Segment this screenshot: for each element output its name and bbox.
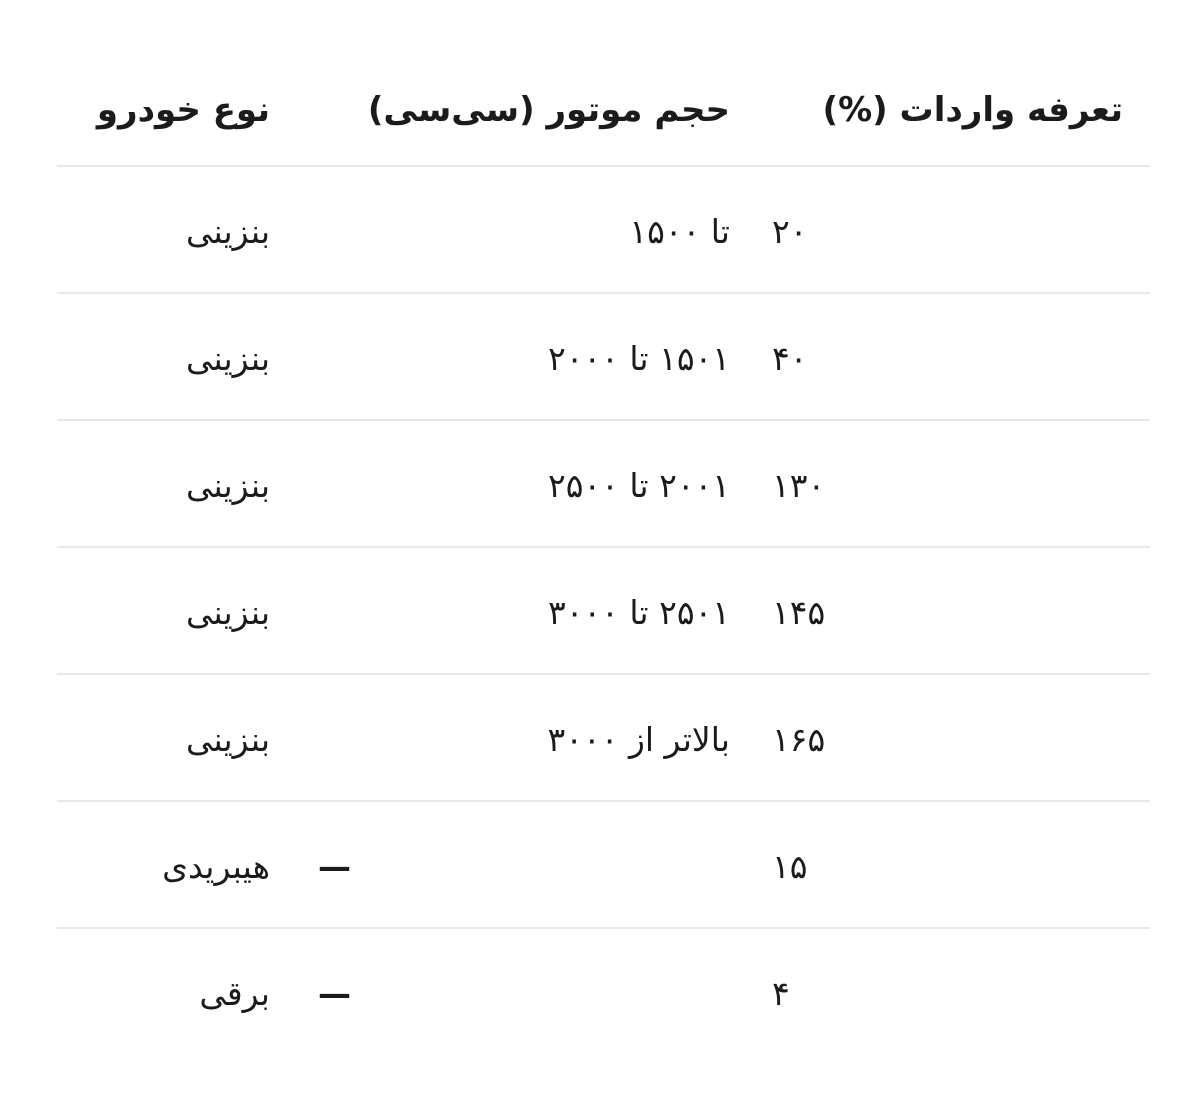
tariff-cell: ۲۰ (772, 211, 808, 251)
column-header-vehicle-type: نوع خودرو (96, 90, 270, 131)
vehicle-type-cell: برقی (199, 974, 270, 1014)
tariff-cell: ۱۵ (772, 846, 808, 886)
column-header-engine-volume: حجم موتور (سی‌سی) (367, 90, 730, 131)
car-import-tariff-table (57, 0, 1150, 1055)
vehicle-type-cell: بنزینی (186, 719, 270, 759)
tariff-cell: ۱۳۰ (772, 465, 826, 505)
tariff-cell: ۴ (772, 974, 790, 1014)
table-row (57, 801, 1150, 928)
tariff-cell: ۴۰ (772, 338, 808, 378)
vehicle-type-cell: بنزینی (186, 465, 270, 505)
table-row (57, 420, 1150, 547)
engine-volume-cell: ۱۵۰۱ تا ۲۰۰۰ (547, 338, 730, 378)
engine-volume-cell-dash: — (318, 846, 351, 886)
table-row (57, 547, 1150, 674)
table-row (57, 293, 1150, 420)
engine-volume-cell: تا ۱۵۰۰ (629, 211, 730, 251)
vehicle-type-cell: بنزینی (186, 211, 270, 251)
vehicle-type-cell: بنزینی (186, 338, 270, 378)
engine-volume-cell-dash: — (318, 974, 351, 1014)
engine-volume-cell: ۲۰۰۱ تا ۲۵۰۰ (547, 465, 730, 505)
table-row (57, 928, 1150, 1055)
table-row (57, 166, 1150, 293)
tariff-cell: ۱۴۵ (772, 592, 826, 632)
tariff-cell: ۱۶۵ (772, 719, 826, 759)
column-header-import-tariff: تعرفه واردات (%) (822, 90, 1123, 131)
engine-volume-cell: ۲۵۰۱ تا ۳۰۰۰ (547, 592, 730, 632)
vehicle-type-cell: هیبریدی (162, 846, 270, 886)
engine-volume-cell: بالاتر از ۳۰۰۰ (547, 719, 730, 759)
vehicle-type-cell: بنزینی (186, 592, 270, 632)
table-row (57, 674, 1150, 801)
header-row (57, 0, 1150, 166)
